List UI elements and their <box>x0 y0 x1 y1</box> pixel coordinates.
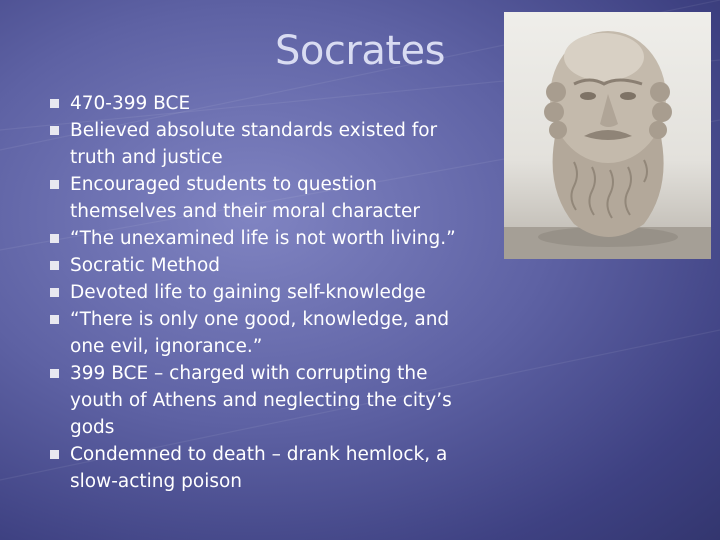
square-bullet-icon <box>50 234 59 243</box>
bullet-text: 399 BCE – charged with corrupting the youth of Athens and neglecting the city’s gods <box>70 363 452 438</box>
square-bullet-icon <box>50 126 59 135</box>
bullet-text: “There is only one good, knowledge, and one evil, ignorance.” <box>70 309 450 357</box>
square-bullet-icon <box>50 288 59 297</box>
square-bullet-icon <box>50 180 59 189</box>
bullet-text: Encouraged students to question themselves and their moral character <box>70 174 420 222</box>
bullet-list <box>50 90 480 495</box>
bullet-item <box>50 90 480 117</box>
bullet-item <box>50 360 480 441</box>
square-bullet-icon <box>50 99 59 108</box>
bullet-item <box>50 171 480 225</box>
bullet-text: Believed absolute standards existed for truth and justice <box>70 120 438 168</box>
bullet-item <box>50 225 480 252</box>
socrates-bust-icon <box>504 12 711 259</box>
socrates-bust-image <box>504 12 711 259</box>
bullet-item <box>50 306 480 360</box>
slide-title: Socrates <box>275 28 445 74</box>
bullet-text: “The unexamined life is not worth living.” <box>70 228 456 249</box>
bullet-text: Socratic Method <box>70 255 221 276</box>
square-bullet-icon <box>50 315 59 324</box>
bullet-text: 470-399 BCE <box>70 93 191 114</box>
bullet-item <box>50 117 480 171</box>
square-bullet-icon <box>50 261 59 270</box>
bullet-text: Devoted life to gaining self-knowledge <box>70 282 426 303</box>
bullet-item <box>50 441 480 495</box>
square-bullet-icon <box>50 450 59 459</box>
square-bullet-icon <box>50 369 59 378</box>
bullet-item <box>50 252 480 279</box>
bullet-text: Condemned to death – drank hemlock, a slow-acting poison <box>70 444 448 492</box>
bullet-item <box>50 279 480 306</box>
